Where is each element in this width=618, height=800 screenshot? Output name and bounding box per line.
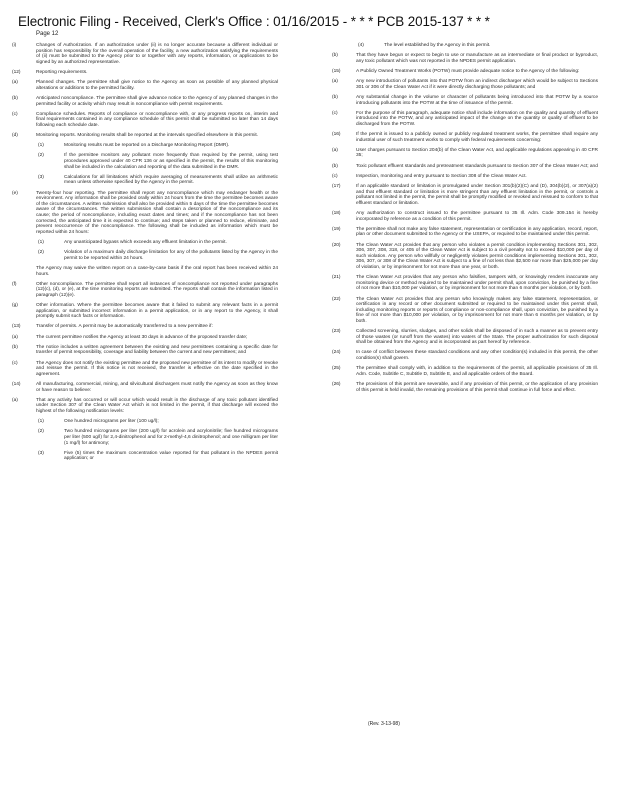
condition-text: The Agency does not notify the existing permittee and the proposed new permittee of its intent to modify or revoke and reissue the permit. If this notice is not received, the transfer is effective on the date specified in the agreement. xyxy=(36,360,278,377)
condition-text: If the permittee monitors any pollutant more frequently than required by the permit, using test procedures approved under 40 CFR 136 or as specified in the permit, the results of this monitoring shall be included in the calculation and reporting of the data submitted in the DMR. xyxy=(64,153,278,170)
condition-label: (c) xyxy=(12,360,18,366)
condition-label: (b) xyxy=(12,344,18,350)
condition-label: (a) xyxy=(332,79,338,85)
condition-text: For the purpose of this paragraph, adequate notice shall include information on the quality and quantity of effluent introduced into the POTW, and any anticipated impact of the change on the quantity or quality of effluent to be discharged from the POTW. xyxy=(356,110,598,127)
condition-item xyxy=(332,43,598,49)
condition-text: The provisions of this permit are severable, and if any provision of this permit, or the application of any provision of this permit is held invalid, the remaining provisions of this permit shall continue in full force and effect. xyxy=(356,382,598,393)
condition-item xyxy=(332,164,598,170)
condition-item xyxy=(12,133,278,139)
condition-text: Planned changes. The permittee shall give notice to the Agency as soon as possible of any planned physical alterations or additions to the permitted facility. xyxy=(36,80,278,91)
condition-label: (4) xyxy=(358,43,364,48)
condition-item xyxy=(12,266,278,277)
condition-item xyxy=(12,324,278,330)
condition-item xyxy=(332,243,598,271)
condition-label: (c) xyxy=(12,111,18,117)
condition-text: Five (5) times the maximum concentration value reported for that pollutant in the NPDES permit application; or xyxy=(64,450,278,462)
condition-item xyxy=(332,111,598,128)
condition-label: (17) xyxy=(332,184,341,190)
condition-item xyxy=(332,69,598,75)
condition-label: (12) xyxy=(12,69,21,75)
condition-text: Any authorization to construct issued to the permittee pursuant to 35 Ill. Adm. Code 309.154 is hereby incorporated by reference as a condition of this permit. xyxy=(356,211,598,222)
condition-item xyxy=(332,366,598,377)
condition-label: (23) xyxy=(332,329,341,335)
condition-label: (16) xyxy=(332,132,341,138)
condition-item xyxy=(332,211,598,222)
condition-item xyxy=(12,250,278,261)
condition-item xyxy=(12,43,278,65)
condition-text: The Clean Water Act provides that any person who violates a permit condition implementing Sections 301, 302, 306, 307, 308, 318, or 405 of the Clean Water Act is subject to a civil penalty not to exceed $10,000 per day of such violation. Any person who willfully or negligently violates permit conditions implementing Sections 301, 302, 306, 307, or 308 of the Clean Water Act is subject to a fine of not less than $2,500 nor more than $25,000 per day of violation, or by imprisonment for not more than one year, or both. xyxy=(356,242,598,270)
condition-text: All manufacturing, commercial, mining, and silvicultural dischargers must notify the Agency as soon as they know or have reason to believe: xyxy=(36,382,278,393)
condition-text: That any activity has occurred or will occur which would result in the discharge of any toxic pollutant identified under Section 307 of the Clean Water Act which is not limited in the permit, if that discharge will exceed the highest of the following notification levels: xyxy=(36,397,278,414)
condition-label: (1) xyxy=(38,419,44,425)
condition-label: (b) xyxy=(332,53,338,59)
condition-text: Monitoring results must be reported on a Discharge Monitoring Report (DMR). xyxy=(64,143,230,149)
condition-item xyxy=(12,153,278,170)
condition-text: The permittee shall not make any false statement, representation or certification in any application, record, report, plan or other document submitted to the Agency or the USEPA, or required to be maintained under this permit. xyxy=(356,226,598,238)
condition-label: (b) xyxy=(12,95,18,101)
condition-label: (i) xyxy=(12,43,17,48)
condition-text: The permittee shall comply with, in addition to the requirements of the permit, all applicable provisions of 35 Ill. Adm. Code, Subtitle C, Subtitle D, Subtitle E, and all applicable orders of the Board. xyxy=(356,366,598,377)
condition-item xyxy=(12,335,278,341)
revision-note: (Rev. 3-13-98) xyxy=(368,721,400,727)
condition-text: Changes of Authorization. If an authorization under (ii) is no longer accurate because a different individual or position has responsibility for the overall operation of the facility, a new authorization satisfying the requirements of (ii) must be submitted to the Agency prior to or together with any reports, information, or applications to be signed by an authorized representative. xyxy=(36,43,278,65)
condition-item xyxy=(332,184,598,206)
condition-item xyxy=(332,132,598,143)
condition-item xyxy=(332,275,598,292)
condition-text: The Agency may waive the written report on a case-by-case basis if the oral report has been received within 24 hours. xyxy=(36,265,278,277)
condition-item xyxy=(12,143,278,149)
condition-label: (e) xyxy=(12,190,18,196)
condition-item xyxy=(12,451,278,462)
condition-label: (b) xyxy=(332,163,338,169)
right-column xyxy=(332,43,598,398)
condition-label: (c) xyxy=(332,110,338,116)
condition-item xyxy=(12,303,278,320)
condition-item xyxy=(332,382,598,393)
condition-text: Compliance schedules. Reports of compliance or noncompliance with, or any progress reports on, interim and final requirements contained in any compliance schedule of this permit shall be submitted no later than 14 days following each schedule date. xyxy=(36,111,278,128)
condition-label: (a) xyxy=(12,334,18,340)
condition-text: Reporting requirements. xyxy=(36,69,88,75)
condition-text: The Clean Water Act provides that any person who falsifies, tampers with, or knowingly renders inaccurate any monitoring device or method required to be maintained under permit shall, upon conviction, be punished by a fine of not more than $10,000 per violation, or by imprisonment for not more than 6 months per violation, or by both. xyxy=(356,275,598,292)
condition-item xyxy=(332,297,598,325)
condition-label: (19) xyxy=(332,226,341,232)
condition-text: Collected screening, slurries, sludges, and other solids shall be disposed of in such a manner as to prevent entry of those wastes (or runoff from the wastes) into waters of the State. The proper authorization for such disposal shall be obtained from the Agency and is incorporated as part hereof by reference. xyxy=(356,329,598,346)
condition-label: (15) xyxy=(332,68,341,74)
condition-item xyxy=(332,79,598,90)
condition-text: If the permit is issued to a publicly owned or publicly regulated treatment works, the permittee shall require any industrial user of such treatment works to comply with federal requirements concerning: xyxy=(356,132,598,143)
condition-label: (14) xyxy=(12,382,21,387)
condition-item xyxy=(332,148,598,159)
condition-item xyxy=(12,70,278,76)
condition-text: Calculations for all limitations which require averaging of measurements shall utilize an arithmetic mean unless otherwise specified by the Agency in the permit. xyxy=(64,174,278,186)
condition-text: Monitoring reports. Monitoring results shall be reported at the intervals specified elsewhere in this permit. xyxy=(36,133,259,139)
condition-label: (b) xyxy=(332,94,338,100)
condition-label: (f) xyxy=(12,281,17,287)
condition-label: (24) xyxy=(332,350,341,356)
condition-item xyxy=(12,429,278,446)
condition-label: (18) xyxy=(332,211,341,216)
condition-item xyxy=(12,191,278,236)
condition-label: (2) xyxy=(38,153,44,159)
condition-text: In case of conflict between these standard conditions and any other condition(s) included in this permit, the other condition(s) shall govern. xyxy=(356,350,598,362)
condition-label: (2) xyxy=(38,429,44,435)
condition-item xyxy=(332,53,598,64)
condition-item xyxy=(12,175,278,186)
condition-text: Violation of a maximum daily discharge limitation for any of the pollutants listed by the Agency in the permit to be reported within 24 hours. xyxy=(64,250,278,261)
condition-item xyxy=(12,96,278,107)
condition-label: (3) xyxy=(38,450,44,456)
condition-text: The current permittee notifies the Agency at least 30 days in advance of the proposed transfer date; xyxy=(36,334,248,340)
condition-text: The Clean Water Act provides that any person who knowingly makes any false statement, representation, or certification in any record or other document submitted or required to be maintained under this permit shall, including monitoring reports or reports of compliance or non-compliance shall, upon conviction, be punished by a fine of not more than $10,000 per violation, or by imprisonment for not more than 6 months per violation, or by both. xyxy=(356,296,598,324)
page-number: Page 12 xyxy=(36,31,59,37)
condition-item xyxy=(12,345,278,356)
condition-text: Inspection, monitoring and entry pursuant to Section 308 of the Clean Water Act. xyxy=(356,173,527,179)
condition-item xyxy=(332,350,598,361)
condition-item xyxy=(332,227,598,238)
condition-text: Twenty-four hour reporting. The permittee shall report any noncompliance which may endanger health or the environment. Any information shall be provided orally within 24 hours from the time the permittee becomes aware of the circumstances. A written submission shall also be provided within 5 days of the time the permittee becomes aware of the circumstances. The written submission shall contain a description of the noncompliance and its cause; the period of noncompliance, including exact dates and times; and if the noncompliance has not been corrected, the anticipated time it is expected to continue; and steps taken or planned to reduce, eliminate, and prevent reoccurrence of the noncompliance. The following shall be included as information which must be reported within 24 hours: xyxy=(36,190,278,235)
condition-label: (26) xyxy=(332,382,341,387)
condition-label: (2) xyxy=(38,250,44,256)
condition-text: A Publicly Owned Treatment Works (POTW) must provide adequate notice to the Agency of the following: xyxy=(356,68,580,74)
condition-label: (g) xyxy=(12,303,18,309)
condition-item xyxy=(12,240,278,246)
condition-item xyxy=(12,361,278,378)
condition-label: (a) xyxy=(12,80,18,86)
condition-text: Other information. Where the permittee becomes aware that it failed to submit any relevant facts in a permit application, or submitted incorrect information in a permit application, or in any report to the Agency, it shall promptly submit such facts or information. xyxy=(36,303,278,320)
condition-text: If an applicable standard or limitation is promulgated under Section 301(b)(2)(C) and (D), 304(b)(2), or 307(a)(2) and that effluent standard or limitation is more stringent than any effluent limitation in the permit, or controls a pollutant not limited in the permit, the permit shall be promptly modified or revoked and reissued to conform to that effluent standard or limitation. xyxy=(356,184,598,206)
condition-text: User charges pursuant to Section 204(b) of the Clean Water Act, and applicable regulations appearing in 40 CFR 35; xyxy=(356,147,598,159)
condition-item xyxy=(12,382,278,393)
condition-label: (21) xyxy=(332,275,341,281)
condition-item xyxy=(12,112,278,129)
condition-text: Any unanticipated bypass which exceeds any effluent limitation in the permit. xyxy=(64,239,227,245)
condition-label: (25) xyxy=(332,366,341,372)
condition-text: The notice includes a written agreement between the existing and new permittees containing a specific date for transfer of permit responsibility, coverage and liability between the current and new permittees; and xyxy=(36,344,278,356)
condition-item xyxy=(332,174,598,180)
condition-label: (1) xyxy=(38,143,44,149)
condition-item xyxy=(12,398,278,415)
condition-text: Two hundred micrograms per liter (200 ug/l) for acrolein and acrylonitrile; five hundred micrograms per liter (500 ug/l) for 2,4-dinitrophenol and for 2-methyl-4,6 dinitrophenol; and one milligram per liter (1 mg/l) for antimony; xyxy=(64,429,278,446)
condition-item xyxy=(12,419,278,425)
condition-label: (22) xyxy=(332,296,341,302)
condition-text: Other noncompliance. The permittee shall report all instances of noncompliance not reported under paragraphs (12)(c), (d), or (e), at the time monitoring reports are submitted. The reports shall contain the information listed in paragraph (12)(e). xyxy=(36,281,278,298)
condition-item xyxy=(332,329,598,346)
condition-label: (3) xyxy=(38,174,44,180)
condition-label: (20) xyxy=(332,242,341,248)
condition-item xyxy=(12,80,278,91)
condition-text: Toxic pollutant effluent standards and pretreatment standards pursuant to Section 307 of the Clean Water Act; and xyxy=(356,163,598,169)
condition-text: One hundred micrograms per liter (100 ug/l); xyxy=(64,419,159,425)
condition-text: Anticipated noncompliance. The permittee shall give advance notice to the Agency of any planned changes in the permitted facility or activity which may result in noncompliance with permit requirements. xyxy=(36,95,278,107)
condition-label: (1) xyxy=(38,239,44,245)
condition-text: Any new introduction of pollutants into that POTW from an indirect discharger which would be subject to Sections 301 or 306 of the Clean Water Act if it were directly discharging those pollutants; and xyxy=(356,79,598,90)
condition-label: (a) xyxy=(332,147,338,153)
left-column xyxy=(12,43,278,467)
condition-text: Transfer of permits. A permit may be automatically transferred to a new permittee if: xyxy=(36,324,213,330)
condition-label: (c) xyxy=(332,173,338,179)
condition-label: (d) xyxy=(12,133,18,139)
electronic-filing-banner: Electronic Filing - Received, Clerk's Office : 01/16/2015 - * * * PCB 2015-137 * * * xyxy=(18,14,490,29)
condition-text: The level established by the Agency in this permit. xyxy=(384,43,491,48)
condition-text: Any substantial change in the volume or character of pollutants being introduced into that POTW by a source introducing pollutants into the POTW at the time of issuance of the permit. xyxy=(356,94,598,106)
condition-item xyxy=(12,282,278,299)
condition-item xyxy=(332,95,598,106)
condition-text: That they have begun or expect to begin to use or manufacture as an intermediate or final product or byproduct, any toxic pollutant which was not reported in the NPDES permit application. xyxy=(356,53,598,64)
condition-label: (13) xyxy=(12,324,21,330)
condition-label: (a) xyxy=(12,397,18,403)
